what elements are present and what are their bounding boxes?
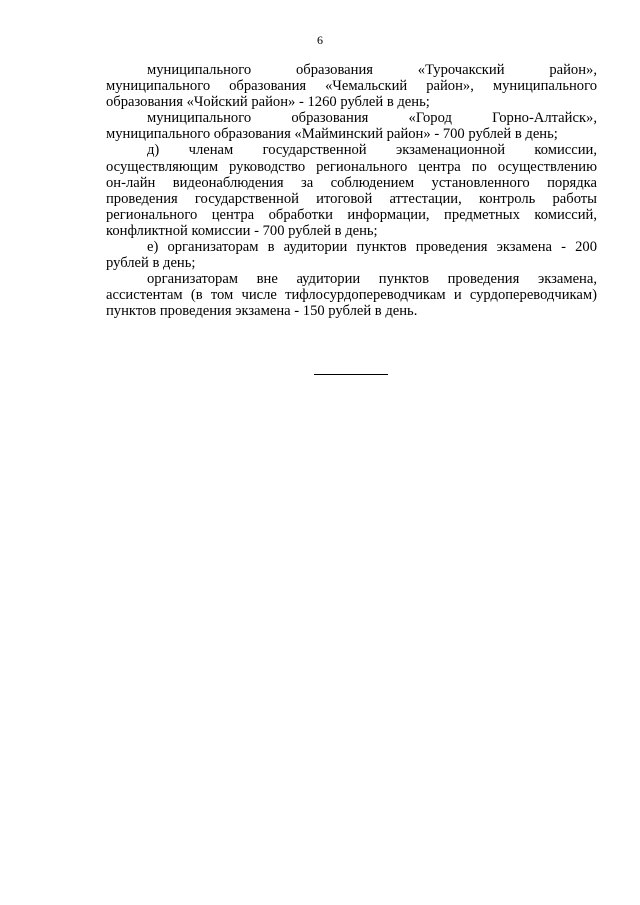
text-line: муниципального образования «Майминский район» - 700 рублей в день;: [106, 126, 558, 143]
text-line: е) организаторам в аудитории пунктов проведения экзамена - 200: [147, 239, 597, 256]
text-line: муниципального образования «Чемальский район», муниципального: [106, 78, 597, 95]
text-line: ассистентам (в том числе тифлосурдопереводчикам и сурдопереводчикам): [106, 287, 597, 304]
end-of-text-rule: [314, 374, 388, 375]
text-line: конфликтной комиссии - 700 рублей в день;: [106, 222, 378, 239]
text-line: муниципального образования «Турочакский район»,: [147, 62, 597, 78]
text-line: рублей в день;: [106, 255, 196, 272]
page-number: 6: [317, 33, 323, 47]
text-line: образования «Чойский район» - 1260 рублей в день;: [106, 94, 430, 111]
text-line: муниципального образования «Город Горно-Алтайск»,: [147, 110, 597, 127]
text-line: организаторам вне аудитории пунктов проведения экзамена,: [147, 271, 597, 288]
text-line: осуществляющим руководство регионального центра по осуществлению: [106, 158, 597, 175]
text-line: он-лайн видеонаблюдения за соблюдением установленного порядка: [106, 174, 597, 191]
document-body: [106, 62, 597, 320]
text-line: регионального центра обработки информации, предметных комиссий,: [106, 206, 597, 223]
text-line: проведения государственной итоговой аттестации, контроль работы: [106, 190, 597, 207]
text-line: д) членам государственной экзаменационной комиссии,: [147, 142, 597, 159]
text-line: пунктов проведения экзамена - 150 рублей в день.: [106, 303, 418, 320]
